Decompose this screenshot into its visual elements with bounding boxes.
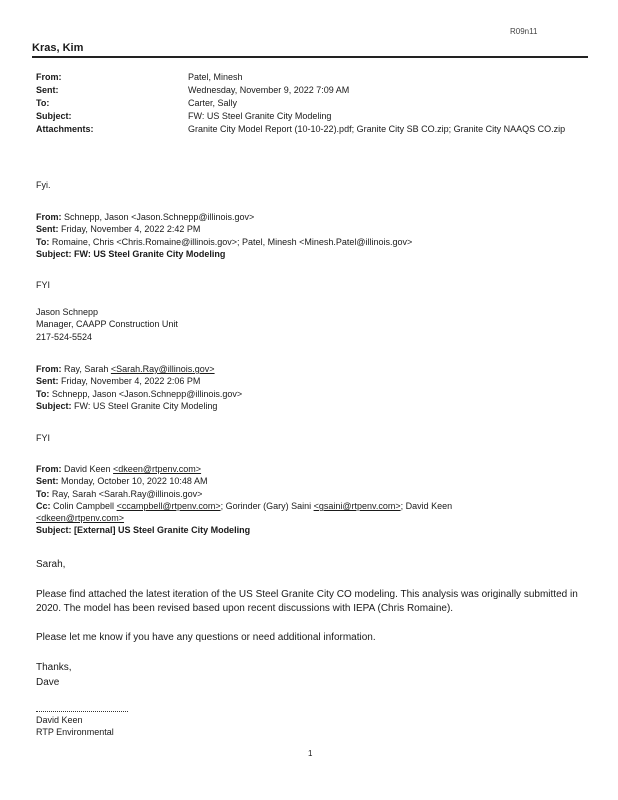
closing-thanks: Thanks, — [36, 662, 72, 673]
page-label: R09n11 — [510, 27, 538, 36]
header-subject-key: Subject: — [36, 111, 72, 121]
m3-from-key: From: — [36, 464, 62, 474]
sig1-name: Jason Schnepp — [36, 307, 99, 317]
header-attachments-row — [36, 123, 592, 149]
header-sent-row — [36, 84, 592, 96]
fyi-note-3: FYI — [36, 433, 51, 443]
header-to-row — [36, 97, 592, 109]
m1-to: Romaine, Chris <Chris.Romaine@illinois.gov>; Patel, Minesh <Minesh.Patel@illinois.gov> — [51, 236, 413, 247]
m3-cc-email-link-1[interactable]: <ccampbell@rtpenv.com> — [116, 500, 221, 511]
body-paragraph-2: Please let me know if you have any questions or need additional information. — [36, 632, 376, 643]
signature-divider — [36, 711, 128, 712]
header-sent-key: Sent: — [36, 85, 59, 95]
m3-subject-key: Subject: — [36, 525, 72, 536]
fyi-note-1: Fyi. — [36, 180, 51, 190]
m2-to-key: To: — [36, 388, 50, 399]
header-attachments-key: Attachments: — [36, 124, 94, 134]
signature-david — [36, 714, 588, 739]
m2-to: Schnepp, Jason <Jason.Schnepp@illinois.gov> — [51, 388, 243, 399]
m3-cc-email-link-3[interactable]: <dkeen@rtpenv.com> — [36, 513, 125, 524]
m3-cc-email-link-2[interactable]: <gsaini@rtpenv.com> — [313, 500, 401, 511]
m1-from-key: From: — [36, 212, 62, 222]
header-to-value: Carter, Sally — [188, 98, 238, 108]
sig2-name: David Keen — [36, 715, 83, 725]
signature-jason — [36, 306, 588, 343]
m3-from-email-link[interactable]: <dkeen@rtpenv.com> — [113, 464, 202, 474]
body-paragraph-1: Please find attached the latest iteration of the US Steel Granite City CO modeling. This analysis was originally submitted in 2020. The model has been revised based upon recent discussions with IEPA (Chris Romaine). — [36, 589, 578, 614]
m3-subject: [External] US Steel Granite City Modeling — [74, 525, 251, 536]
m2-subject-key: Subject: — [36, 400, 72, 411]
m2-sent: Friday, November 4, 2022 2:06 PM — [61, 376, 201, 387]
greeting: Sarah, — [36, 559, 66, 570]
m1-to-key: To: — [36, 236, 50, 247]
header-subject-row — [36, 110, 592, 122]
m3-cc-key: Cc: — [36, 500, 51, 511]
m2-from: Ray, Sarah — [64, 364, 111, 374]
page-number: 1 — [308, 749, 313, 758]
header-sent-value: Wednesday, November 9, 2022 7:09 AM — [188, 85, 350, 95]
m1-subject-key: Subject: — [36, 248, 72, 259]
header-subject-value: FW: US Steel Granite City Modeling — [188, 111, 332, 121]
sig2-org: RTP Environmental — [36, 727, 114, 738]
closing-name: Dave — [36, 677, 60, 688]
m3-to-key: To: — [36, 488, 50, 499]
sig1-title: Manager, CAAPP Construction Unit — [36, 319, 178, 330]
header-rule — [32, 56, 588, 58]
m3-from: David Keen — [64, 464, 114, 474]
m3-sent-key: Sent: — [36, 476, 59, 487]
m1-from: Schnepp, Jason <Jason.Schnepp@illinois.gov> — [64, 212, 255, 222]
header-from-row — [36, 71, 592, 83]
mailbox-owner: Kras, Kim — [32, 42, 84, 54]
forwarded-header-3 — [36, 463, 588, 537]
m2-sent-key: Sent: — [36, 376, 59, 387]
header-to-key: To: — [36, 98, 50, 108]
m2-from-key: From: — [36, 364, 62, 374]
forwarded-header-1 — [36, 211, 588, 260]
header-from-value: Patel, Minesh — [188, 72, 243, 82]
m2-subject: FW: US Steel Granite City Modeling — [74, 400, 218, 411]
fyi-note-2: FYI — [36, 280, 51, 290]
m3-cc-name-2: ; Gorinder (Gary) Saini — [220, 500, 314, 511]
sig1-phone: 217-524-5524 — [36, 331, 93, 342]
header-from-key: From: — [36, 72, 62, 82]
m3-cc-name-3: ; David Keen — [400, 500, 453, 511]
forwarded-header-2 — [36, 363, 588, 412]
m3-cc-name-1: Colin Campbell — [53, 500, 117, 511]
m1-sent-key: Sent: — [36, 224, 59, 235]
m1-sent: Friday, November 4, 2022 2:42 PM — [61, 224, 201, 235]
m2-from-email-link[interactable]: <Sarah.Ray@illinois.gov> — [110, 364, 215, 374]
header-attachments-value: Granite City Model Report (10-10-22).pdf; Granite City SB CO.zip; Granite City NAAQS CO.zip — [188, 124, 566, 134]
m3-to: Ray, Sarah <Sarah.Ray@illinois.gov> — [51, 488, 203, 499]
m1-subject: FW: US Steel Granite City Modeling — [74, 248, 226, 259]
m3-sent: Monday, October 10, 2022 10:48 AM — [61, 476, 208, 487]
